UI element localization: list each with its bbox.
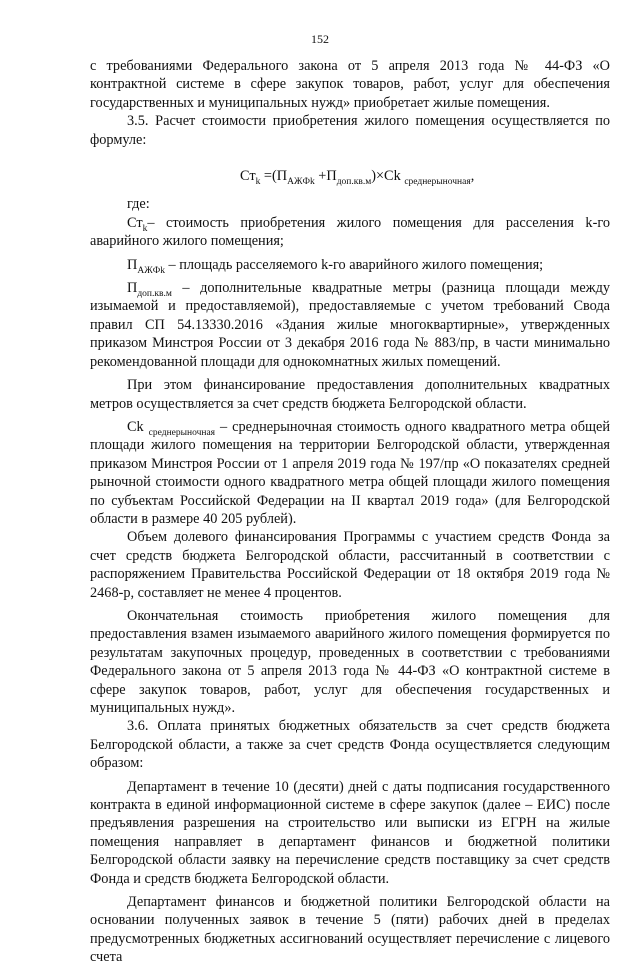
definition-ck: Ck $_{среднерыночная}$ – среднерыночная стоимость одного квадратного метра общей площади жилого помещения на территории Белгородской области, утвержденная приказом Минстроя России от 1 апреля 2019 года № 197/пр «О показателях средней рыночной стоимости одного квадратного метра общей площади жилого помещения по субъектам Российской Федерации на II квартал 2019 года» (для Белгородской области в размере 40 205 рублей). bbox=[90, 418, 610, 527]
paragraph-3-5: 3.5. Расчет стоимости приобретения жилого помещения осуществляется по формуле: bbox=[90, 113, 610, 148]
definition-st-k: $Ст_k-$ стоимость приобретения жилого помещения для расселения k-го аварийного жилого помещения; bbox=[90, 214, 610, 250]
cost-formula: $Ст_k =(П_{АЖФk} +П_{доп.кв.м})\times Ck$ $_{среднерыночная}$, bbox=[240, 168, 475, 187]
paragraph-extra-meters: При этом финансирование предоставления дополнительных квадратных метров осуществляется за счет средств бюджета Белгородской области. bbox=[90, 377, 610, 412]
definition-p-dop: $П_{доп.кв.м}$ – дополнительные квадратные метры (разница площади между изымаемой и предоставляемой), предоставляемые с учетом требований Свода правил СП 54.13330.2016 «Здания жилые многоквартирные», утвержденных приказом Минстроя России от 3 декабря 2016 года № 883/пр, в части минимально рекомендованной площади для однокомнатных жилых помещений. bbox=[90, 280, 610, 370]
paragraph-final-cost: Окончательная стоимость приобретения жилого помещения для предоставления взамен изымаемого аварийного жилого помещения формируется по результатам закупочных процедур, проведенных в соответствии с требованиями Федерального закона от 5 апреля 2013 года № 44-ФЗ «О контрактной системе в сфере закупок товаров, работ, услуг для обеспечения государственных и муниципальных нужд». bbox=[90, 607, 610, 716]
paragraph-finance-department: Департамент финансов и бюджетной политики Белгородской области на основании полученных заявок в течение 5 (пяти) рабочих дней в пределах предусмотренных бюджетных ассигнований осуществляет перечисление с лицевого счета bbox=[90, 894, 610, 966]
paragraph-share-financing: Объем долевого финансирования Программы с участием средств Фонда за счет средств бюджета Белгородской области, рассчитанный в соответствии с распоряжением Правительства Российской Федерации от 18 октября 2019 года № 2468-р, составляет не менее 4 процентов. bbox=[90, 529, 610, 601]
document-body bbox=[90, 57, 610, 967]
where-label: где: bbox=[127, 196, 150, 213]
paragraph-3-6: 3.6. Оплата принятых бюджетных обязательств за счет средств бюджета Белгородской области, а также за счет средств Фонда осуществляется следующим образом: bbox=[90, 718, 610, 772]
paragraph-department: Департамент в течение 10 (десяти) дней с даты подписания государственного контракта в единой информационной системе в сфере закупок (далее – ЕИС) после предъявления разрешения на строительство или выписки из ЕГРН на жилые помещения направляет в департамент финансов и бюджетной политики Белгородской области заявку на перечисление средств поставщику за счет средств Фонда и средств бюджета Белгородской области. bbox=[90, 778, 610, 887]
definition-p-azhf: $П_{АЖФk}$ – площадь расселяемого k-го аварийного жилого помещения; bbox=[127, 256, 544, 276]
page-number: 152 bbox=[311, 32, 329, 46]
paragraph-continuation: с требованиями Федерального закона от 5 апреля 2013 года № 44-ФЗ «О контрактной системе в сфере закупок товаров, работ, услуг для обеспечения государственных и муниципальных нужд» приобретает жилые помещения. bbox=[90, 58, 610, 111]
